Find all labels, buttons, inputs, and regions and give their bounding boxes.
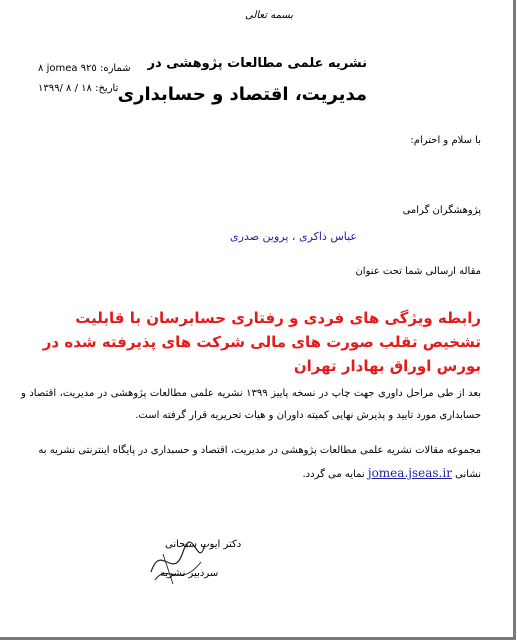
signer-role: سردبیر نشریه (160, 568, 219, 579)
journal-name-line2: مدیریت، اقتصاد و حسابداری (117, 84, 367, 105)
intro-text: مقاله ارسالی شما تحت عنوان (355, 266, 481, 277)
indexing-text: مجموعه مقالات نشریه علمی مطالعات پژوهشی در مدیریت، اقتصاد و حسبداری در پایگاه اینترنتی نشریه به نشانی (38, 445, 481, 480)
signer-name: دکتر ایوب سبحانی (165, 539, 242, 550)
acceptance-paragraph: بعد از طی مراحل داوری جهت چاپ در نسخه پاییز ١٣٩٩ نشریه علمی مطالعات پژوهشی در مدیریت، اقتصاد و حسابداری مورد تایید و پذیرش نهایی کمیته داوران و هیات تحریریه قرار گرفته است. (21, 388, 482, 421)
website-link[interactable]: jomea.jseas.ir (367, 466, 452, 480)
indexing-paragraph (21, 440, 481, 486)
letter-number: شماره: ٩٢٥ jomea ٨ (38, 63, 131, 74)
greeting: با سلام و احترام: (410, 135, 481, 146)
indexing-text-end: نمایه می گردد. (302, 469, 365, 480)
letter-date: تاریخ: ١٨ / ٨ /١٣٩٩ (38, 83, 119, 94)
authors: عباس ذاکری ، پروین صدری (230, 230, 357, 243)
article-title: رابطه ویژگی های فردی و رفتاری حسابرسان با قابلیت تشخیص تقلب صورت های مالی شرکت های پذیرفته شده در بورس اوراق بهادار تهران (42, 309, 481, 375)
basmala: بسمه تعالی (245, 10, 294, 21)
recipient: پژوهشگران گرامی (402, 205, 481, 216)
journal-name-line1: نشریه علمی مطالعات پژوهشی در (147, 56, 367, 71)
